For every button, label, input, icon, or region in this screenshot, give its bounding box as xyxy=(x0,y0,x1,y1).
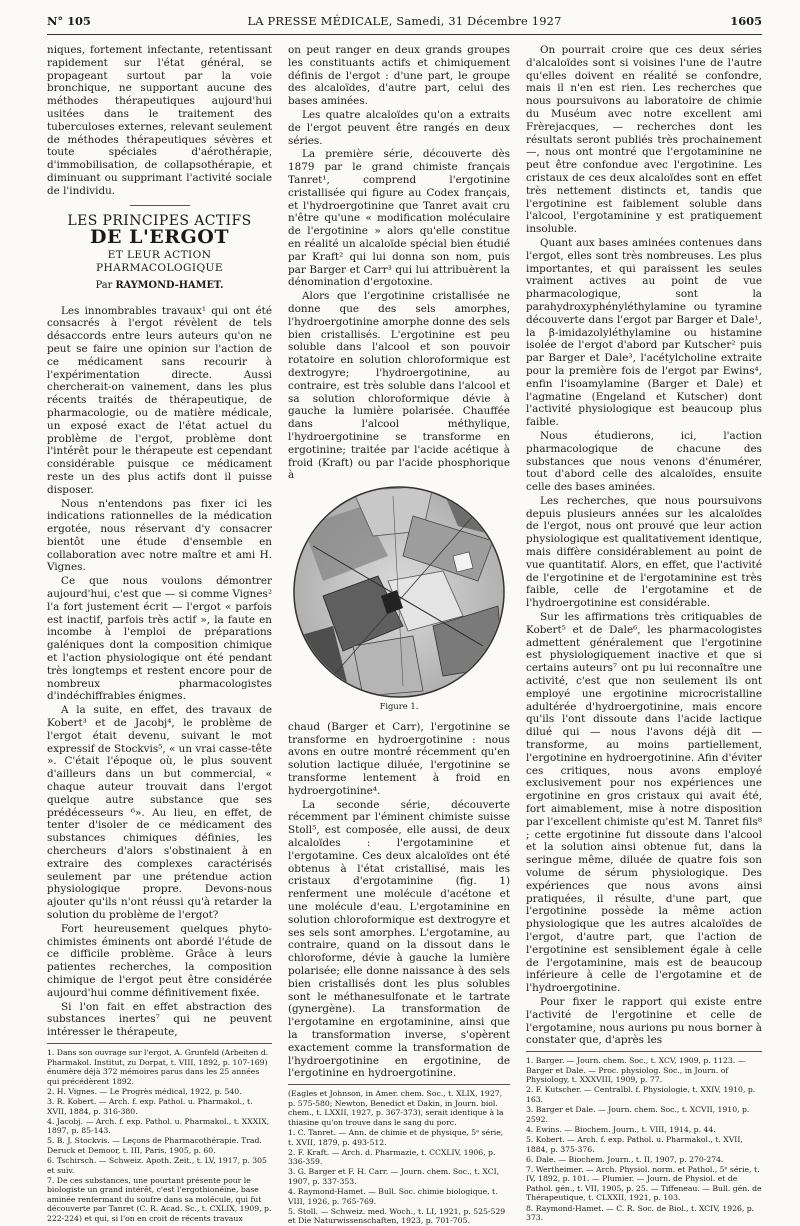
footnote: 8. Raymond-Hamet. — C. R. Soc. de Biol., t. XCIV, 1926, p. 373. xyxy=(526,1203,755,1223)
header-divider xyxy=(47,34,762,35)
footnote: 1. Barger. — Journ. chem. Soc., t. XCV, 1909, p. 1123. — Barger et Dale. — Proc. physiolog. Soc., in Journ. of Physiology, t. XXXVIII, 1909, p. 77. xyxy=(526,1056,746,1085)
column-middle xyxy=(288,44,510,1226)
article-title-line3: ET LEUR ACTION PHARMACOLOGIQUE xyxy=(96,249,223,274)
footnote: 4. Jacobj. — Arch. f. exp. Pathol. u. Pharmakol., t. XXXIX, 1897, p. 85-143. xyxy=(47,1116,270,1136)
footnote: 7. Wertheimer. — Arch. Physiol. norm. et Pathol., 5ᵉ série, t. IV, 1892, p. 101. — Plumier. — Journ. de Physiol. et de Pathol. gén., t. VII, 1905, p. 25. — Tiffeneau. — Bull. gén. de Thérapeutique, t. CLXXII, 1921, p. 103. xyxy=(526,1164,762,1203)
body-paragraph: Pour fixer le rapport qui existe entre l'activité de l'ergotinine et celle de l'ergotamine, nous aurions pu nous borner à constater que, d'après les xyxy=(526,995,762,1047)
column-left xyxy=(47,44,272,1224)
body-paragraph: Les innombrables travaux¹ qui ont été consacrés à l'ergot révèlent de tels désaccords entre leurs auteurs qu'on ne peut se faire une opinion sur l'action de ce médicament sans recourir à l'expérimentation directe. Aussi chercherait-on vainement, dans les plus récents traités de thérapeutique, de pharmacologie, ou de matière médicale, un exposé exact de l'état actuel du problème de l'ergot, problème dont l'intérêt pour le thérapeute est cependant considérable puisque ce médicament reste un des plus actifs dont il puisse disposer. xyxy=(47,304,272,496)
footnote: 3. R. Kobert. — Arch. f. exp. Pathol. u. Pharmakol., t. XVII, 1884, p. 316-380. xyxy=(47,1096,253,1116)
footnote: 1. C. Tanret. — Ann. de chimie et de physique, 5ᵉ série, t. XVII, 1879, p. 493-512. xyxy=(288,1128,504,1147)
footnote: 5. Stoll. — Schweiz. med. Woch., t. LI, 1921, p. 525-529 et Die Naturwissenschaften, 1923, p. 701-705. xyxy=(288,1206,506,1226)
figure-caption: Figure 1. xyxy=(379,701,419,712)
footnote-divider xyxy=(288,1084,510,1085)
body-paragraph: La première série, découverte dès 1879 par le grand chimiste français Tanret¹, comprend l'ergotinine cristallisée qui figure au Codex français, et l'hydroergotinine que Tanret avait cru n'être qu'une « modification moléculaire de l'ergotinine » alors qu'elle constitue en réalité un alcaloïde spécial bien étudié par Kraft² qui lui donna son nom, puis par Barger et Carr³ qui lui attribuèrent la dénomination d'ergotoxine. xyxy=(288,148,510,289)
body-paragraph: chaud (Barger et Carr), l'ergotinine se transforme en hydroergotinine : nous avons en outre montré récemment qu'en solution lactique diluée, l'ergotinine se transforme lentement à froid en hydroergotinine⁴. xyxy=(288,720,510,797)
body-paragraph: Fort heureusement quelques phyto-chimistes éminents ont abordé l'étude de ce difficile problème. Grâce à leurs patientes recherches, la composition chimique de l'ergot peut être considérée aujourd'hui comme définitivement fixée. xyxy=(47,922,272,999)
journal-title: LA PRESSE MÉDICALE, Samedi, 31 Décembre 1927 xyxy=(247,14,562,28)
footnote: 2. F. Kraft. — Arch. d. Pharmazie, t. CCXLIV, 1906, p. 336-359. xyxy=(288,1147,496,1167)
body-paragraph: Nous n'entendons pas fixer ici les indications rationnelles de la médication ergotée, nous réservant d'y consacrer bientôt une étude d'ensemble en collaboration avec notre maître et ami H. Vignes. xyxy=(47,497,272,574)
body-paragraph: Les quatre alcaloïdes qu'on a extraits de l'ergot peuvent être rangés en deux séries. xyxy=(288,108,510,147)
body-paragraph: Ce que nous voulons démontrer aujourd'hui, c'est que — si comme Vignes² l'a fort justement écrit — l'ergot « parfois est inactif, parfois très actif », la faute en incombe à l'emploi de préparations galéniques dont la composition chimique et l'action physiologique ont été pendant très longtemps et restent encore pour de nombreux pharmacologistes d'indéchiffrables énigmes. xyxy=(47,575,272,703)
footnotes-middle xyxy=(288,1089,510,1226)
crystal-micrograph xyxy=(293,486,505,698)
footnotes-left xyxy=(47,1048,272,1224)
footnote: 4. Ewins. — Biochem. Journ., t. VIII, 1914, p. 44. xyxy=(526,1124,716,1134)
footnote-divider xyxy=(526,1051,762,1052)
footnote: 3. Barger et Dale. — Journ. chem. Soc., t. XCVII, 1910, p. 2592. xyxy=(526,1105,750,1124)
author-prefix: Par xyxy=(95,279,113,291)
body-paragraph: on peut ranger en deux grands groupes les constituants actifs et chimiquement définis de l'ergot : d'une part, le groupe des alcaloïdes, d'autre part, celui des bases aminées. xyxy=(288,44,510,108)
body-paragraph: Sur les affirmations très critiquables de Kobert⁵ et de Dale⁶, les pharmacologistes admettent généralement que l'ergotinine est physiologiquement inactive et que si certains auteurs⁷ ont pu lui reconnaître une activité, c'est que non seulement ils ont employé une ergotinine microcristalline adultérée d'hydroergotinine, mais encore qu'ils l'ont dissoute dans l'acide lactique dilué qui — nous l'avons déjà dit — transforme, au moins partiellement, l'ergotinine en hydroergotinine. Afin d'éviter ces critiques, nous avons employé exclusivement pour nos expériences une ergotinine en gros cristaux qui avait été, fort aimablement, mise à notre disposition par l'excellent chimiste qu'est M. Tanret fils⁸ ; cette ergotinine fut dissoute dans l'alcool et la solution ainsi obtenue fut, dans la seringue même, diluée de quatre fois son volume de sérum physiologique. Des expériences que nous avons ainsi pratiquées, il résulte, d'une part, que l'ergotinine possède la même action physiologique que les autres alcaloïdes de l'ergot, d'autre part, que l'action de l'ergotinine est sensiblement égale à celle de l'ergotaminine, mais est de beaucoup inférieure à celle de l'ergotamine et de l'hydroergotinine. xyxy=(526,611,762,995)
footnote: (Eagles et Johnson, in Amer. chem. Soc., t. XLIX, 1927, p. 575-580; Newton, Benedict et Dakin, in Journ. biol. chem., t. LXXII, 1927, p. 367-373), serait identique à la thiasine qu'on trouve dans le sang du porc. xyxy=(288,1089,504,1127)
author-name: RAYMOND-HAMET. xyxy=(115,279,224,291)
article-title-line1: LES PRINCIPES ACTIFS xyxy=(67,212,252,229)
article-title-line2: DE L'ERGOT xyxy=(90,226,229,249)
body-paragraph: Si l'on fait en effet abstraction des substances inertes⁷ qui ne peuvent intéresser le thérapeute, xyxy=(47,1000,272,1039)
footnote: 1. Dans son ouvrage sur l'ergot, A. Grunfeld (Arbeiten d. Pharmakol. Institut, zu Dorpat, t. VIII, 1892, p. 107-169) énumère déjà 372 mémoires parus dans les 25 années qui précédèrent 1892. xyxy=(47,1047,269,1086)
body-paragraph: Alors que l'ergotinine cristallisée ne donne que des sels amorphes, l'hydroergotinine amorphe donne des sels bien cristallisés. L'ergotinine est peu soluble dans l'alcool et son pouvoir rotatoire en solution chloroformique est dextrogyre; l'hydroergotinine, au contraire, est très soluble dans l'alcool et sa solution chloroformique dévie à gauche la lumière polarisée. Chauffée dans l'alcool méthylique, l'hydroergotinine se transforme en ergotinine; traitée par l'acide acétique à froid (Kraft) ou par l'acide phosphorique à xyxy=(288,290,510,482)
footnote-divider xyxy=(47,1043,272,1044)
footnote: 3. G. Barger et F. H. Carr. — Journ. chem. Soc., t. XCI, 1907, p. 337-353. xyxy=(288,1167,500,1187)
column-right xyxy=(526,44,762,1223)
footnote: 7. De ces substances, une pourtant présente pour le biologiste un grand intérêt, c'est l'ergothionéine, base aminée renfermant du soufre dans sa molécule, qui fut découverte par Tanret (C. R. Acad. Sc., t. CXLIX, 1909, p. 222-224) et qui, si l'on en croit de récents travaux xyxy=(47,1175,272,1224)
footnote: 5. B. J. Stockvis. — Leçons de Pharmacothérapie. Trad. Deruck et Demoor, t. III, Paris, 1905, p. 60. xyxy=(47,1136,262,1155)
body-paragraph: On pourrait croire que ces deux séries d'alcaloïdes sont si voisines l'une de l'autre qu'elles doivent en réalité se confondre, mais il n'en est rien. Les recherches que nous poursuivons au laboratoire de chimie du Muséum avec notre excellent ami Frèrejacques, — recherches dont les résultats seront publiés très prochainement —, nous ont montré que l'ergotaminine ne peut être confondue avec l'ergotinine. Les cristaux de ces deux alcaloïdes sont en effet très nettement distincts et, tandis que l'ergotinine est faiblement soluble dans l'alcool, l'ergotaminine y est pratiquement insoluble. xyxy=(526,44,762,236)
page-number: 1605 xyxy=(730,14,762,28)
footnote: 5. Kobert. — Arch. f. exp. Pathol. u. Pharmakol., t. XVII, 1884, p. 375-376. xyxy=(526,1134,743,1154)
article-separator xyxy=(130,205,190,206)
footnote: 2. F. Kutscher. — Centralbl. f. Physiologie, t. XXIV, 1910, p. 163. xyxy=(526,1085,756,1105)
footnote: 2. H. Vignes. — Le Progrès médical, 1922, p. 540. xyxy=(47,1086,242,1096)
issue-number: N° 105 xyxy=(47,14,91,28)
continued-paragraph: niques, fortement infectante, retentissant rapidement sur l'état général, se propageant surtout par la voie bronchique, ne supportant aucune des méthodes thérapeutiques aujourd'hui usitées dans le traitement des tuberculoses externes, relevant seulement de méthodes thérapeutiques sévères et toute spéciales d'aérothérapie, d'immobilisation, de collapsothérapie, et diminuant ou supprimant l'activité sociale de l'individu. xyxy=(47,44,272,197)
body-paragraph: A la suite, en effet, des travaux de Kobert³ et de Jacobj⁴, le problème de l'ergot était devenu, suivant le mot expressif de Stockvis⁵, « un vrai casse-tête ». C'était l'époque où, le plus souvent d'ailleurs dans un but commercial, « chaque auteur trouvait dans l'ergot quelque autre substance que ses prédécesseurs ⁶». Au lieu, en effet, de tenter d'isoler de ce médicament des substances chimiques définies, les chercheurs d'alors s'obstinaient à en extraire des complexes caractérisés seulement par une prétendue action physiologique propre. Devons-nous ajouter qu'ils n'ont réussi qu'à retarder la solution du problème de l'ergot? xyxy=(47,704,272,921)
body-paragraph: Quant aux bases aminées contenues dans l'ergot, elles sont très nombreuses. Les plus importantes, et qui paraissent les seules vraiment actives au point de vue pharmacologique, sont la parahydroxyphényléthylamine ou tyramine découverte dans l'ergot par Barger et Dale¹, la β-imidazolyléthylamine ou histamine isolée de l'ergot d'abord par Kutscher² puis par Barger et Dale³, l'acétylcholine extraite pour la première fois de l'ergot par Ewins⁴, enfin l'isoamylamine (Barger et Dale) et l'agmatine (Engeland et Kutscher) dont l'activité physiologique est beaucoup plus faible. xyxy=(526,236,762,429)
body-paragraph: Nous étudierons, ici, l'action pharmacologique de chacune des substances que nous venons d'énumérer, tout d'abord celle des alcaloïdes, ensuite celle des bases aminées. xyxy=(526,429,762,494)
article-author xyxy=(47,280,272,293)
figure-1 xyxy=(288,486,510,698)
body-paragraph: La seconde série, découverte récemment par l'éminent chimiste suisse Stoll⁵, est composée, elle aussi, de deux alcaloïdes : l'ergotaminine et l'ergotamine. Ces deux alcaloïdes ont été obtenus à l'état cristallisé, mais les cristaux d'ergotaminine (fig. 1) renferment une molécule d'acétone et une molécule d'eau. L'ergotaminine en solution chloroformique est dextrogyre et ses sels sont amorphes. L'ergotamine, au contraire, quand on la dissout dans le chloroforme, dévie à gauche la lumière polarisée; elle donne naissance à des sels bien cristallisés dont les plus solubles sont le méthanesulfonate et le tartrate (gynergène). La transformation de l'ergotamine en ergotaminine, ainsi que la transformation inverse, s'opèrent exactement comme la transformation de l'hydroergotinine en ergotinine, de l'ergotinine en hydroergotinine. xyxy=(288,798,510,1080)
body-paragraph: Les recherches, que nous poursuivons depuis plusieurs années sur les alcaloïdes de l'ergot, nous ont prouvé que leur action physiologique est qualitativement identique, mais diffère considérablement au point de vue quantitatif. Alors, en effet, que l'activité de l'ergotinine et de l'ergotaminine est très faible, celle de l'ergotamine et de l'hydroergotinine est considérable. xyxy=(526,494,762,610)
footnote: 6. Tschirsch. — Schweiz. Apoth. Zeit., t. LV, 1917, p. 305 et suiv. xyxy=(47,1156,267,1175)
footnote: 6. Dale. — Biochem. Journ., t. II, 1907, p. 270-274. xyxy=(526,1154,724,1164)
footnote: 4. Raymond-Hamet. — Bull. Soc. chimie biologique, t. VIII, 1926, p. 765-769. xyxy=(288,1187,498,1206)
running-header xyxy=(47,14,762,34)
footnotes-right xyxy=(526,1056,762,1223)
